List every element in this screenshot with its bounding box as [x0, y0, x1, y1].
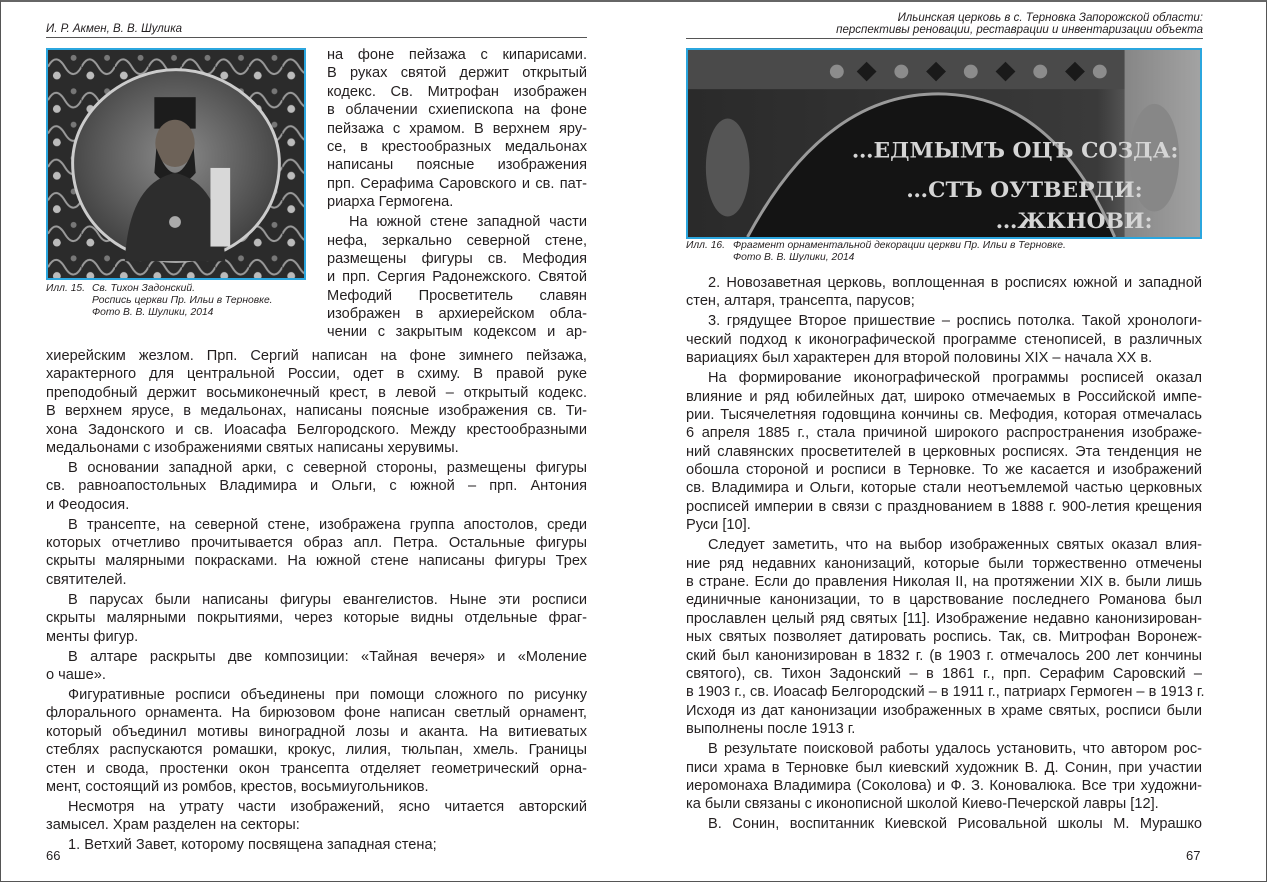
page-number-left: 66 — [46, 848, 61, 863]
text-line: 1. Ветхий Завет, которому посвящена западная стена; — [68, 837, 437, 854]
text-line: В верхнем ярусе, в медальонах, написаны поясные изображения св. Ти- — [46, 403, 587, 420]
right-body-text — [686, 274, 1205, 835]
paragraph — [327, 46, 587, 212]
caption-line: Фото В. В. Шулики, 2014 — [733, 252, 855, 263]
text-line: выполнены после 1913 г. — [686, 721, 856, 738]
text-line: Мефодий Просветитель славян — [327, 287, 587, 304]
text-line: медальонами с изображениями святых написаны херувимы. — [46, 439, 459, 456]
text-line: который объединил мотивы виноградной лозы и аканта. На витиеватых — [46, 723, 587, 740]
text-line: В основании западной арки, с северной стороны, размещены фигуры — [68, 459, 587, 476]
text-line: которых отчетливо прочитывается образ апл. Петра. Остальные фигуры — [46, 535, 587, 552]
text-line: единичные канонизации, то в царствование последнего Романова был — [686, 592, 1202, 609]
text-line: В парусах были написаны фигуры евангелистов. Ныне эти росписи — [68, 591, 587, 608]
text-line: 6 апреля 1885 г., стала причиной широкого распространения изображе- — [686, 425, 1202, 442]
page-number-right: 67 — [1186, 848, 1201, 863]
text-line: менты фигур. — [46, 628, 139, 645]
text-line: Исходя из дат канонизации изображенных в храме святых, росписи были — [686, 702, 1202, 719]
text-line: В руках святой держит открытый — [327, 65, 587, 82]
text-line: росписей империи в связи с празднованием в 1888 г. 900-летия крещения — [686, 498, 1202, 515]
text-line: В алтаре раскрыты две композиции: «Тайная вечеря» и «Моление — [68, 648, 587, 665]
text-line: 3. грядущее Второе пришествие – роспись потолка. Такой хронологи- — [708, 313, 1202, 330]
figure-16-caption — [686, 240, 1206, 268]
text-line: в 1903 г., св. Иоасаф Белгородский – в 1911 г., патриарх Гермоген – в 1913 г. — [686, 684, 1205, 701]
text-line: ных святых позволяет датировать роспись. Так, св. Митрофан Воронеж- — [686, 629, 1202, 646]
text-line: мент, состоящий из ромбов, крестов, восьмиугольников. — [46, 778, 429, 795]
figure-15-label: Илл. 15. — [46, 283, 86, 294]
text-line: На южной стене западной части — [349, 214, 587, 231]
paragraph — [686, 312, 1202, 367]
figure-16-label: Илл. 16. — [686, 240, 726, 251]
text-line: в облачении схиепископа на фоне — [327, 102, 587, 119]
text-line: скрыты малярными покрасками. На южной стене написаны фигуры Трех — [46, 553, 587, 570]
caption-line: Фото В. В. Шулики, 2014 — [92, 307, 214, 318]
paragraph — [686, 536, 1205, 738]
text-line: 2. Новозаветная церковь, воплощенная в росписях южной и западной — [708, 275, 1202, 291]
text-line: рии. Тысячелетняя годовщина кончины св. Мефодия, которая отмечалась — [686, 406, 1202, 423]
text-line: вариациях был характерен для второй половины XIX – начала XX в. — [686, 350, 1153, 367]
text-line: святого), св. Тихон Задонский – в 1861 г., прп. Серафим Саровский – — [686, 665, 1202, 682]
text-line: ский был канонизирован в 1832 г. (в 1903 г. отмечалось 200 лет кончины — [686, 647, 1202, 664]
text-line: ческий подход к иконографической программе стенописей, в различных — [686, 331, 1202, 348]
text-line: На формирование иконографической программы росписей оказал — [708, 370, 1202, 387]
running-head-line: Ильинская церковь в с. Терновка Запорожской области: — [897, 12, 1203, 24]
paragraph — [46, 836, 587, 854]
text-line: размещены фигуры св. Мефодия — [327, 250, 587, 267]
text-line: пейзажа с храмом. В верхнем яру- — [327, 120, 587, 137]
text-line: Руси [10]. — [686, 517, 751, 534]
caption-line: Фрагмент орнаментальной декорации церкви Пр. Ильи в Терновке. — [733, 240, 1066, 251]
paragraph — [686, 274, 1202, 311]
text-line: в стране. Если до правления Николая II, на протяжении XIX в. были лишь — [686, 574, 1202, 591]
paragraph — [686, 815, 1202, 833]
text-line: кодекс. Св. Митрофан изображен — [327, 83, 587, 100]
text-line: влияние и ряд юбилейных дат, широко отмечаемых в Российской импе- — [686, 388, 1202, 405]
running-head-line: перспективы реновации, реставрации и инвентаризации объекта — [836, 24, 1203, 36]
figure-16-photo — [686, 48, 1202, 239]
fresco-inscription-line: …СТЪ ОУТВЕРДИ: — [906, 177, 1143, 203]
figure-15-caption — [46, 283, 316, 323]
paragraph — [327, 213, 587, 342]
text-line: хона Задонского и св. Иоасафа Белгородского. Между крестообразными — [46, 421, 587, 438]
text-line: ний славянских просветителей в церковных росписях. Эта тенденция не — [686, 443, 1202, 460]
text-line: флорального орнамента. На бирюзовом фоне написан светлый орнамент, — [46, 705, 587, 722]
caption-line: Св. Тихон Задонский. — [92, 283, 195, 294]
paragraph — [46, 459, 587, 514]
text-line: Фигуративные росписи объединены при помощи сложного по рисунку — [68, 687, 587, 703]
text-line: ка были связаны с иконописной школой Киево-Печерской лавры [12]. — [686, 796, 1159, 813]
right-running-head — [836, 12, 1203, 36]
text-line: святителей. — [46, 571, 127, 588]
text-line: характерного для центральной России, одет в схиму. В правой руке — [46, 366, 587, 383]
left-side-column — [327, 46, 587, 343]
text-line: Несмотря на утрату части изображений, ясно читается авторский — [68, 798, 587, 815]
text-line: Следует заметить, что на выбор изображенных святых оказал влия- — [708, 537, 1202, 554]
text-line: писи храма в Терновке был киевский художник В. Д. Сонин, при участии — [686, 759, 1202, 776]
left-body-text — [46, 347, 587, 856]
caption-line: Роспись церкви Пр. Ильи в Терновке. — [92, 295, 273, 306]
text-line: св. равноапостольных Владимира и Ольги, с южной – прп. Антония — [46, 478, 587, 495]
text-line: риарха Гермогена. — [327, 194, 454, 211]
text-line: чении с закрытым кодексом и ар- — [327, 324, 587, 341]
text-line: стен и свода, простенки окон трансепта отделяет геометрический орна- — [46, 760, 587, 777]
text-line: хиерейским жезлом. Прп. Сергий написан на фоне зимнего пейзажа, — [46, 348, 587, 364]
text-line: преподобный держит восьмиконечный крест, в левой – открытый кодекс. — [46, 384, 587, 401]
text-line: изображен в архиерейском обла- — [327, 306, 587, 323]
text-line: о чаше». — [46, 667, 106, 684]
text-line: св. Владимира и Ольги, которые стали неотъемлемой частью церковных — [686, 480, 1202, 497]
left-running-head: И. Р. Акмен, В. В. Шулика — [46, 23, 183, 35]
fresco-inscription-line: …ЕДМЫМЪ ОЦЪ СОЗДА: — [851, 138, 1179, 164]
text-line: скрыты малярными покрытиями, через которые видны отдельные фраг- — [46, 610, 587, 627]
paragraph — [686, 369, 1202, 535]
text-line: ние ряд недавних канонизаций, которые были торжественно отмечены — [686, 555, 1202, 572]
text-line: и прп. Сергия Радонежского. Святой — [327, 269, 587, 286]
text-line: обошла стороной и росписи в Терновке. То же касается и изображений — [686, 462, 1202, 479]
left-header-rule — [46, 37, 587, 38]
paragraph — [46, 798, 587, 835]
fresco-inscription-line: …ЖКНОВИ: — [995, 209, 1153, 235]
ornamental-fresco-image — [688, 50, 1200, 237]
paragraph — [46, 347, 587, 457]
text-line: нефа, зеркально северной стене, — [327, 232, 587, 249]
text-line: иеромонаха Владимира (Соколова) и Ф. З. Коновалюка. Все три художни- — [686, 777, 1202, 794]
text-line: прп. Серафима Саровского и св. пат- — [327, 175, 587, 192]
text-line: и Феодосия. — [46, 496, 130, 513]
text-line: написаны поясные изображения — [327, 157, 587, 174]
text-line: се, в крестообразных медальонах — [327, 138, 587, 155]
text-line: В трансепте, на северной стене, изображена группа апостолов, среди — [68, 516, 587, 533]
figure-15-photo — [46, 48, 306, 280]
text-line: стеблях распускаются ромашки, крокус, лилия, тюльпан, хмель. Границы — [46, 742, 587, 759]
paragraph — [46, 516, 587, 590]
text-line: на фоне пейзажа с кипарисами. — [327, 47, 587, 63]
text-line: прославлен целый ряд святых [11]. Изображение недавно канонизирован- — [686, 610, 1202, 627]
text-line: замысел. Храм разделен на секторы: — [46, 817, 300, 834]
text-line: В. Сонин, воспитанник Киевской Рисовальной школы М. Мурашко — [708, 816, 1202, 833]
paragraph — [46, 591, 587, 646]
saint-tikhon-fresco-image — [48, 50, 304, 278]
paragraph — [686, 740, 1202, 814]
right-header-rule — [686, 38, 1203, 39]
text-line: В результате поисковой работы удалось установить, что автором рос- — [708, 741, 1202, 758]
paragraph — [46, 648, 587, 685]
text-line: стен, алтаря, трансепта, парусов; — [686, 293, 915, 310]
paragraph — [46, 686, 587, 796]
